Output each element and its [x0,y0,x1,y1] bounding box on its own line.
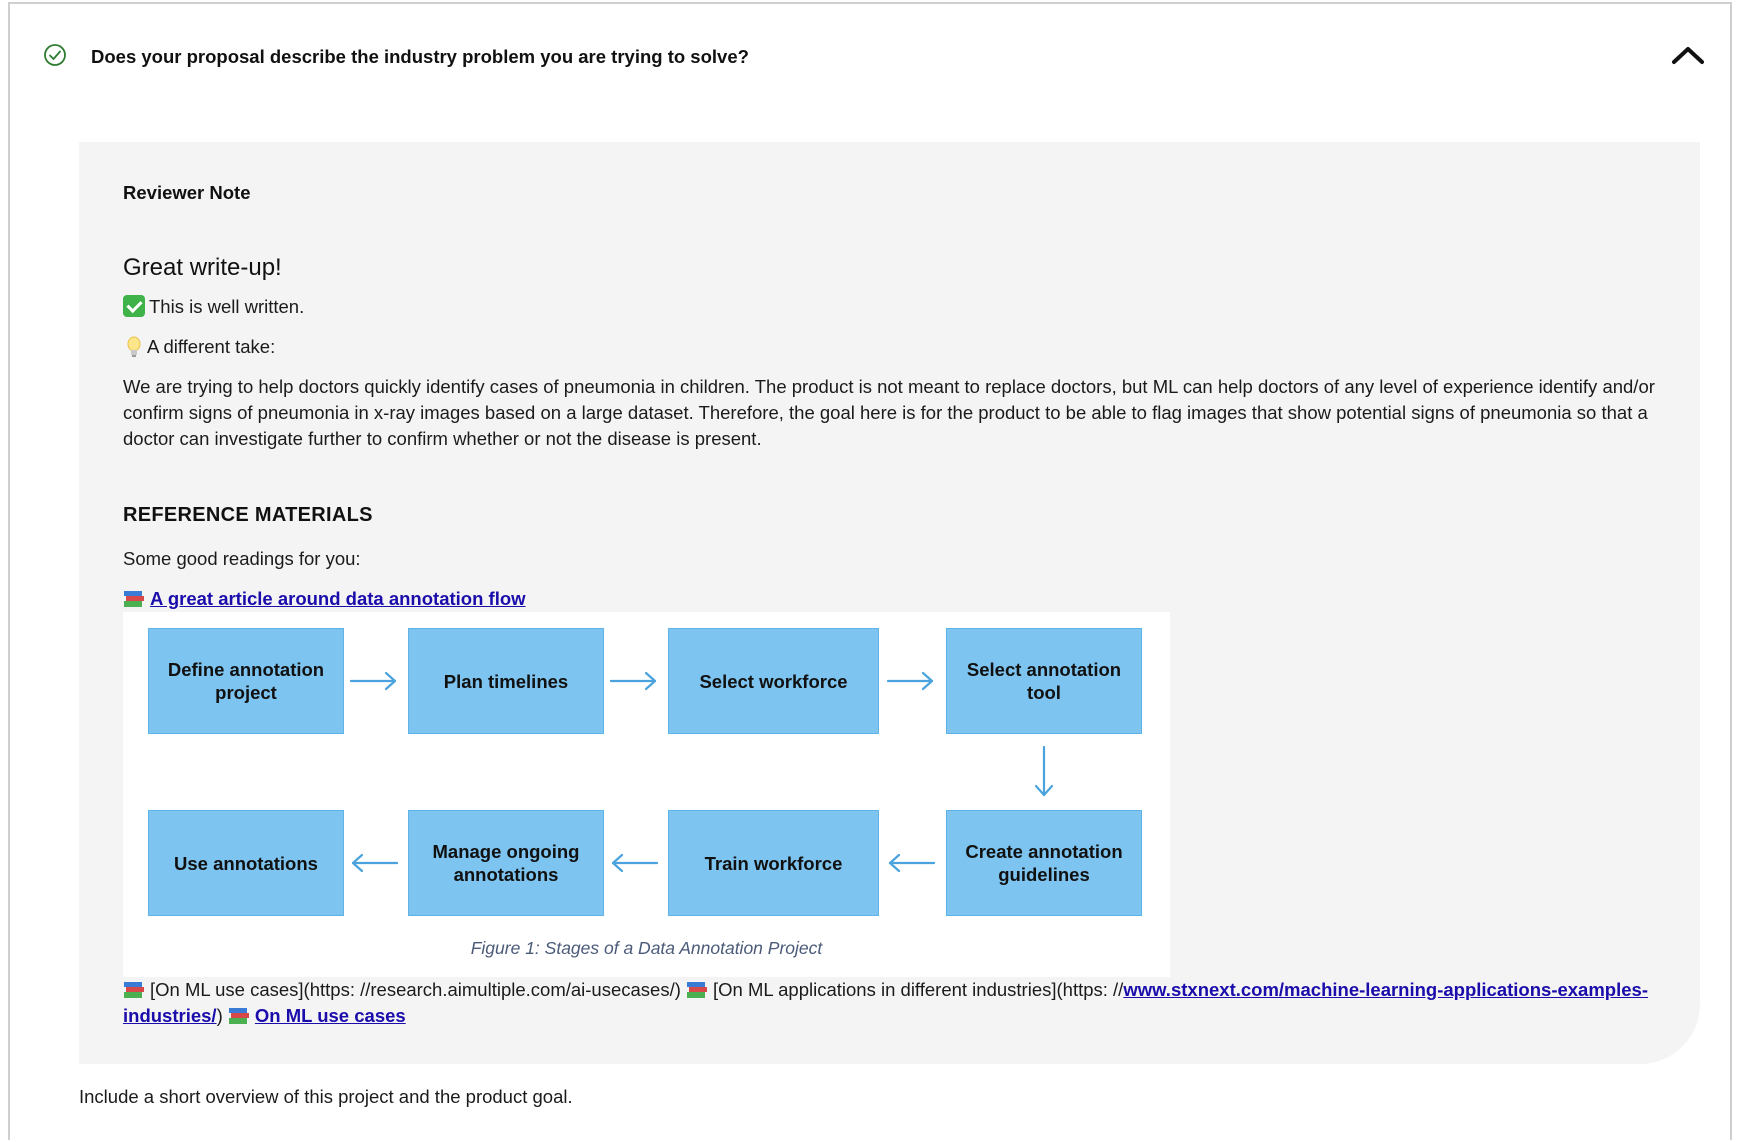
arrow-right-icon [611,673,655,689]
arrow-right-icon [888,673,932,689]
well-written-line [123,294,304,320]
stxnext-link[interactable]: www.stxnext.com/machine-learning-applications-examples-industries/ [123,979,1648,1026]
check-mark-icon [123,295,145,317]
flow-step-box: Plan timelines [408,628,604,734]
books-icon [686,981,708,999]
books-icon [123,590,145,608]
flow-step-box: Manage ongoing annotations [408,810,604,916]
criterion-header[interactable] [10,4,1730,108]
readings-intro: Some good readings for you: [123,548,361,569]
check-circle-icon [43,43,67,67]
criterion-description: Include a short overview of this project and the product goal. [79,1086,573,1107]
ml-use-cases-raw-link: [On ML use cases](https: //research.aimultiple.com/ai-usecases/) [150,979,681,1000]
flow-arrows [123,612,1170,938]
ml-applications-raw-link: [On ML applications in different industries](https: // [713,979,1124,1000]
well-written-text: This is well written. [149,296,305,317]
flow-step-box: Create annotation guidelines [946,810,1142,916]
light-bulb-icon [127,336,141,358]
flow-step-box: Train workforce [668,810,879,916]
figure-caption: Figure 1: Stages of a Data Annotation Project [470,938,823,958]
overview-paragraph: We are trying to help doctors quickly identify cases of pneumonia in children. The product is not meant to replace doctors, but ML can help doctors of any level of experience identify and/or confirm signs of pneumonia in x-ray images based on a large dataset. Therefore, the goal here is for the product to be able to flag images that show potential signs of pneumonia so that a doctor can investigate further to confirm whether or not the disease is present. [123,376,1655,449]
annotation-flow-figure [123,612,1170,977]
flow-step-box: Define annotation project [148,628,344,734]
books-icon [228,1007,250,1025]
annotation-flow-article-link[interactable]: A great article around data annotation flow [150,588,526,609]
ml-use-cases-link[interactable]: On ML use cases [254,1005,406,1026]
criterion-title: Does your proposal describe the industry problem you are trying to solve? [91,46,749,67]
rubric-card [8,2,1732,1140]
reference-links [123,977,1683,1029]
reviewer-note-label: Reviewer Note [123,182,251,203]
article-link-line [123,586,526,612]
arrow-right-icon [351,673,395,689]
arrow-down-icon [1036,747,1052,795]
reference-materials-heading: REFERENCE MATERIALS [123,504,373,526]
flow-step-box: Select workforce [668,628,879,734]
chevron-up-icon[interactable] [1668,40,1708,70]
arrow-left-icon [890,855,934,871]
note-heading: Great write-up! [123,254,282,281]
reviewer-note [79,142,1700,1064]
flow-step-box: Select annotation tool [946,628,1142,734]
books-icon [123,981,145,999]
closing-paren: ) [216,1005,223,1026]
arrow-left-icon [353,855,397,871]
arrow-left-icon [613,855,657,871]
different-take-line [123,334,275,360]
different-take-text: A different take: [147,336,276,357]
flow-step-box: Use annotations [148,810,344,916]
